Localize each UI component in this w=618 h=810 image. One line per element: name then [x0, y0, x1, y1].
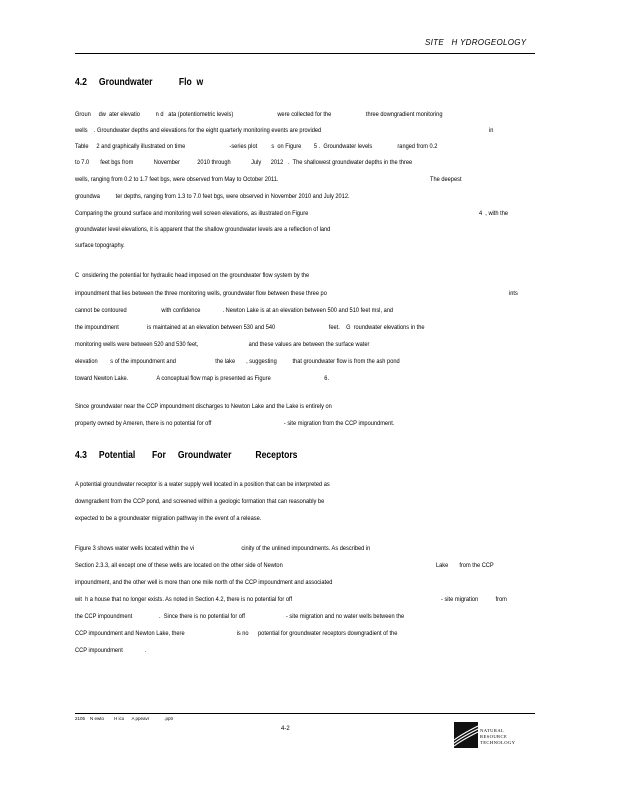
paragraph-line: expected to be a groundwater migration pathway in the event of a release. [75, 515, 262, 522]
paragraph-line: monitoring wells were between 520 and 530 feet, and these values are between the surface water [75, 341, 370, 348]
paragraph-line: to 7.0 feet bgs from November 2010 through July 2012 . The shallowest groundwater depths in the three [75, 159, 413, 166]
paragraph-line: Section 2.3.3, all except one of these wells are located on the other side of Newton [75, 562, 283, 569]
paragraph-line: surface topography. [75, 242, 125, 249]
paragraph-line-fragment: in [489, 127, 494, 134]
paragraph-line: wells, ranging from 0.2 to 1.7 feet bgs, were observed from May to October 2011. [75, 176, 279, 183]
paragraph-line: Table 2 and graphically illustrated on time -series plot s on Figure 5 . Groundwater levels ranged from 0.2 [75, 143, 438, 150]
paragraph-line-fragment: The deepest [430, 176, 462, 183]
paragraph-line-fragment: - site migration from [441, 596, 507, 603]
logo-line-2: RESOURCE [480, 734, 508, 739]
paragraph-line: Groun dw ater elevatio n d ata (potentiometric levels) were collected for the three downgradient monitoring [75, 111, 443, 118]
footer-rule [75, 713, 535, 714]
paragraph-line: groundwa ter depths, ranging from 1.3 to 7.0 feet bgs, were observed in November 2010 and July 2012. [75, 193, 350, 200]
paragraph-line: CCP impoundment and Newton Lake, there is no potential for groundwater receptors downgradient of the [75, 630, 398, 637]
paragraph-line: Figure 3 shows water wells located within the vi cinity of the unlined impoundments. As described in [75, 545, 371, 552]
paragraph-line-fragment: 4 , with the [479, 210, 509, 217]
section-heading-4-3: 4.3 Potential For Groundwater Receptors [75, 449, 298, 461]
section-heading-4-2: 4.2 Groundwater Flo w [75, 76, 204, 88]
footer-doc-code: 2105 N ewto H ico A ppeavr .pptr [75, 716, 174, 721]
paragraph-line: wells . Groundwater depths and elevations for the eight quarterly monitoring events are provided [75, 127, 322, 134]
paragraph-line: groundwater level elevations, it is apparent that the shallow groundwater levels are a reflection of land [75, 226, 331, 233]
paragraph-line: Comparing the ground surface and monitoring well screen elevations, as illustrated on Figure [75, 210, 309, 217]
paragraph-line: elevation s of the impoundment and the lake , suggesting that groundwater flow is from the ash pond [75, 358, 400, 365]
running-header: SITE H YDROGEOLOGY [425, 38, 527, 47]
paragraph-line: Since groundwater near the CCP impoundment discharges to Newton Lake and the Lake is entirely on [75, 403, 332, 410]
logo-swoosh-icon [454, 722, 478, 748]
page-number: 4-2 [281, 726, 290, 732]
header-rule [75, 53, 535, 54]
paragraph-line-fragment: ints [509, 290, 518, 297]
paragraph-line: toward Newton Lake. A conceptual flow map is presented as Figure 6. [75, 375, 330, 382]
paragraph-line: C onsidering the potential for hydraulic head imposed on the groundwater flow system by the [75, 272, 310, 279]
paragraph-line: cannot be contoured with confidence . Newton Lake is at an elevation between 500 and 510 feet msl, and [75, 307, 394, 314]
logo-line-3: TECHNOLOGY [480, 740, 516, 745]
paragraph-line: A potential groundwater receptor is a water supply well located in a position that can be interpreted as [75, 481, 330, 488]
paragraph-line: the impoundment is maintained at an elevation between 530 and 540 feet. G roundwater elevations in the [75, 324, 425, 331]
paragraph-line: wit h a house that no longer exists. As noted in Section 4.2, there is no potential for off [75, 596, 293, 603]
paragraph-line: downgradient from the CCP pond, and screened within a geologic formation that can reasonably be [75, 498, 325, 505]
paragraph-line: property owned by Ameren, there is no potential for off - site migration from the CCP impoundment. [75, 420, 395, 427]
paragraph-line: the CCP impoundment . Since there is no potential for off - site migration and no water wells between the [75, 613, 405, 620]
logo-line-1: NATURAL [480, 728, 505, 733]
paragraph-line-fragment: Lake from the CCP [436, 562, 494, 569]
paragraph-line: impoundment that lies between the three monitoring wells, groundwater flow between these three po [75, 290, 327, 297]
paragraph-line: impoundment, and the other well is more than one mile north of the CCP impoundment and associated [75, 579, 333, 586]
paragraph-line: CCP impoundment . [75, 647, 147, 654]
company-logo [454, 720, 524, 754]
